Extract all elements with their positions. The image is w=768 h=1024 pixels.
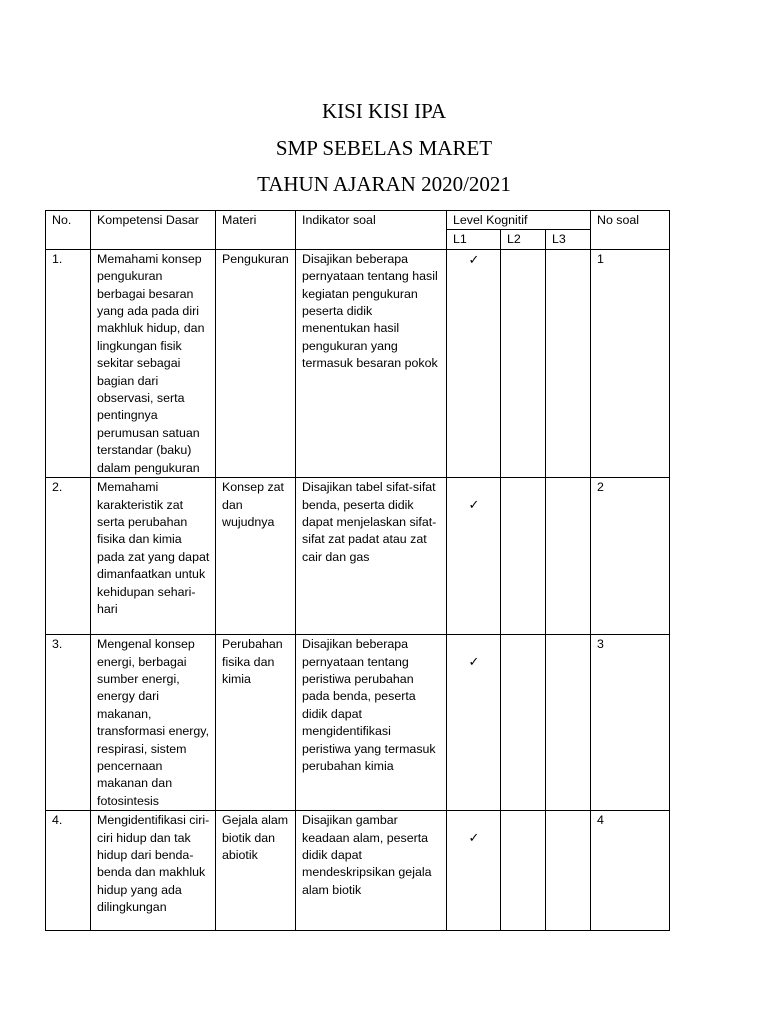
- header-indikator-soal: Indikator soal: [296, 211, 447, 250]
- check-icon: ✓: [468, 497, 480, 513]
- table-row: [46, 249, 670, 477]
- header-l1: L1: [447, 230, 501, 249]
- cell-no-soal: 2: [591, 478, 670, 635]
- cell-l1: [447, 811, 501, 931]
- title-academic-year: TAHUN AJARAN 2020/2021: [257, 172, 511, 196]
- cell-kompetensi: Mengidentifikasi ciri-ciri hidup dan tak hidup dari benda- benda dan makhluk hidup yang ada dilingkungan: [91, 811, 216, 931]
- cell-no: 1.: [46, 249, 91, 477]
- cell-kompetensi: Memahami konsep pengukuran berbagai besaran yang ada pada diri makhluk hidup, dan lingkungan fisik sekitar sebagai bagian dari observasi, serta pentingnya perumusan satuan terstandar (baku) dalam pengukuran: [91, 249, 216, 477]
- cell-l3: [546, 249, 591, 477]
- cell-l1: [447, 478, 501, 635]
- header-row: [46, 211, 670, 230]
- cell-indikator: Disajikan gambar keadaan alam, peserta didik dapat mendeskripsikan gejala alam biotik: [296, 811, 447, 931]
- cell-no: 3.: [46, 635, 91, 811]
- cell-l2: [501, 635, 546, 811]
- cell-materi: Konsep zat dan wujudnya: [216, 478, 296, 635]
- title-subject: KISI KISI IPA: [321, 99, 447, 123]
- cell-no-soal: 3: [591, 635, 670, 811]
- cell-no: 2.: [46, 478, 91, 635]
- check-icon: ✓: [468, 654, 480, 670]
- header-l3: L3: [546, 230, 591, 249]
- cell-materi: Perubahan fisika dan kimia: [216, 635, 296, 811]
- cell-materi: Pengukuran: [216, 249, 296, 477]
- header-l2: L2: [501, 230, 546, 249]
- cell-l3: [546, 811, 591, 931]
- cell-l1: [447, 249, 501, 477]
- header-materi: Materi: [216, 211, 296, 250]
- kisi-kisi-table: [45, 210, 670, 931]
- cell-kompetensi: Mengenal konsep energi, berbagai sumber energi, energy dari makanan, transformasi energy, respirasi, sistem pencernaan makanan dan fotosintesis: [91, 635, 216, 811]
- cell-l3: [546, 478, 591, 635]
- table-row: [46, 478, 670, 635]
- table-row: [46, 635, 670, 811]
- cell-no: 4.: [46, 811, 91, 931]
- cell-no-soal: 4: [591, 811, 670, 931]
- table-row: [46, 811, 670, 931]
- header-no: No.: [46, 211, 91, 250]
- cell-indikator: Disajikan beberapa pernyataan tentang hasil kegiatan pengukuran peserta didik menentukan hasil pengukuran yang termasuk besaran pokok: [296, 249, 447, 477]
- cell-l2: [501, 811, 546, 931]
- cell-indikator: Disajikan beberapa pernyataan tentang peristiwa perubahan pada benda, peserta didik dapat mengidentifikasi peristiwa yang termasuk perubahan kimia: [296, 635, 447, 811]
- header-kompetensi-dasar: Kompetensi Dasar: [91, 211, 216, 250]
- header-no-soal: No soal: [591, 211, 670, 250]
- cell-no-soal: 1: [591, 249, 670, 477]
- cell-kompetensi: Memahami karakteristik zat serta perubahan fisika dan kimia pada zat yang dapat dimanfaatkan untuk kehidupan sehari-hari: [91, 478, 216, 635]
- cell-materi: Gejala alam biotik dan abiotik: [216, 811, 296, 931]
- check-icon: ✓: [468, 251, 480, 267]
- title-school: SMP SEBELAS MARET: [275, 135, 493, 160]
- cell-l2: [501, 478, 546, 635]
- cell-l2: [501, 249, 546, 477]
- cell-l3: [546, 635, 591, 811]
- header-level-kognitif: Level Kognitif: [447, 211, 591, 230]
- check-icon: ✓: [468, 830, 480, 846]
- document-title: [0, 93, 768, 203]
- cell-indikator: Disajikan tabel sifat-sifat benda, peserta didik dapat menjelaskan sifat-sifat zat padat atau zat cair dan gas: [296, 478, 447, 635]
- cell-l1: [447, 635, 501, 811]
